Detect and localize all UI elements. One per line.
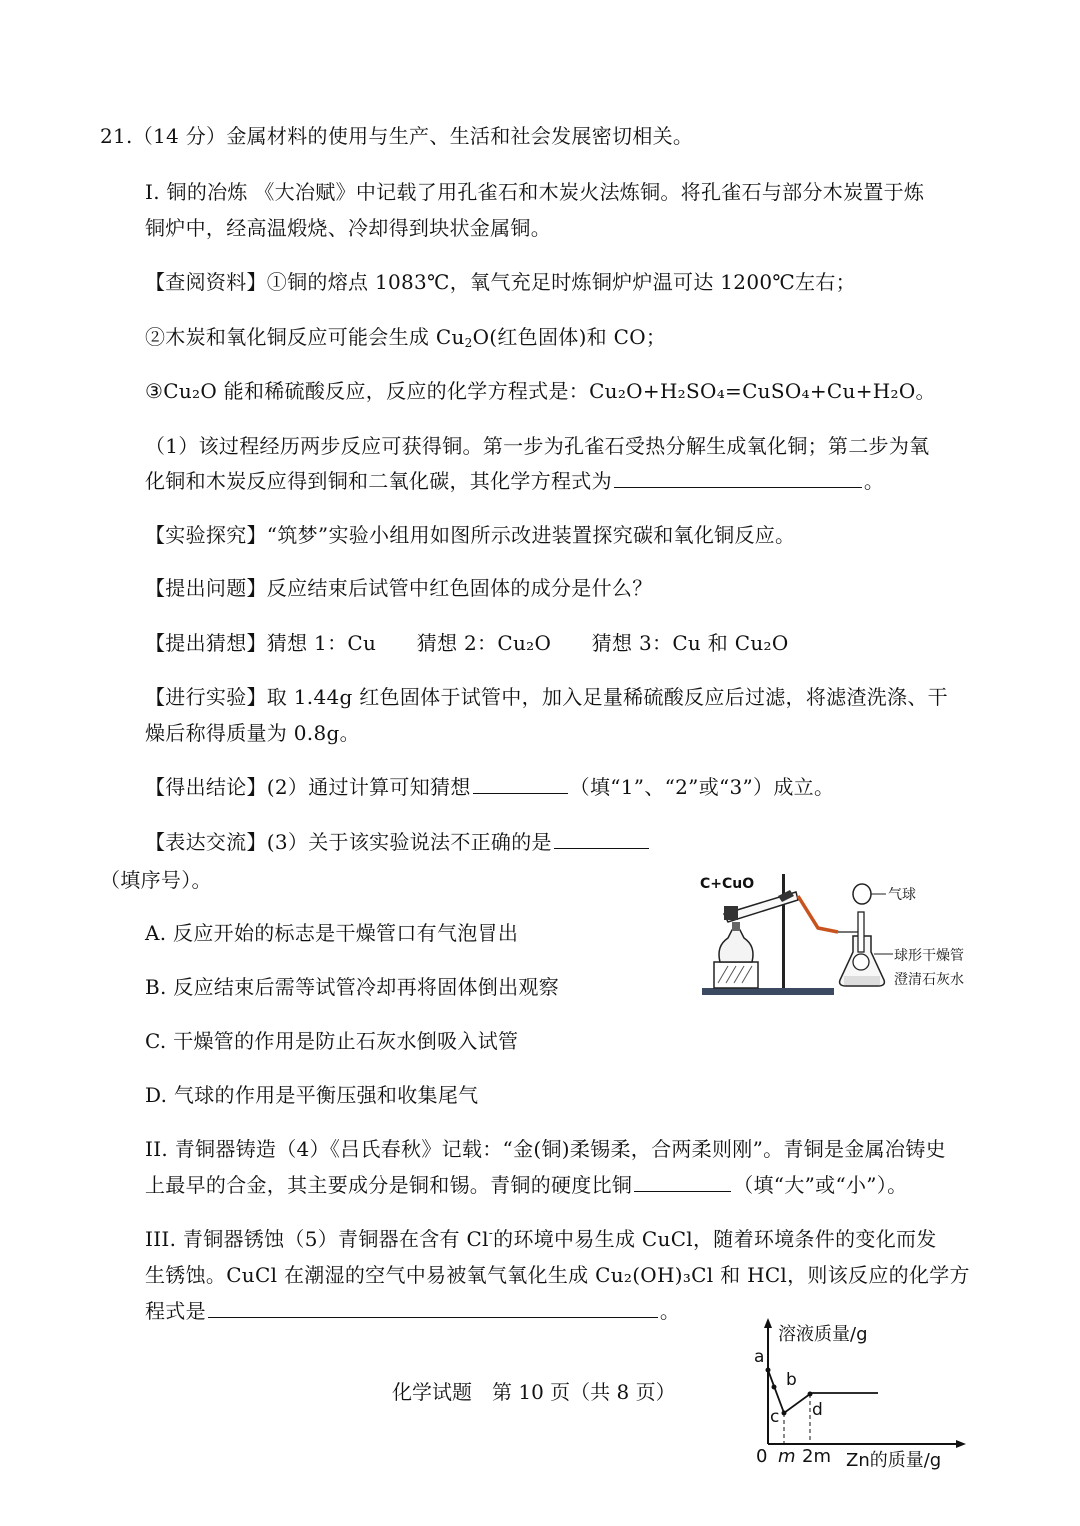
limewater-label: 澄清石灰水 <box>894 972 964 988</box>
part2-line1: II. 青铜器铸造（4）《吕氏春秋》记载：“金(铜)柔锡柔，合两柔则刚”。青铜是金属冶铸史 <box>145 1137 946 1161</box>
balloon <box>853 884 871 904</box>
q1-answer-blank[interactable] <box>614 467 862 488</box>
conclusion: 【得出结论】(2）通过计算可知猜想 （填“1”、“2”或“3”）成立。 <box>145 775 835 799</box>
part3-line2: 生锈蚀。CuCl 在潮湿的空气中易被氧气氧化生成 Cu₂(OH)₃Cl 和 HCl，则该反应的化学方 <box>145 1263 970 1287</box>
option-d: D. 气球的作用是平衡压强和收集尾气 <box>145 1083 479 1107</box>
alcohol-lamp <box>719 930 753 962</box>
tick-m: m <box>778 1446 796 1467</box>
lamp-wick <box>732 922 740 931</box>
point-a: a <box>754 1347 765 1367</box>
point-d: d <box>812 1400 823 1420</box>
info-item3: ③Cu₂O 能和稀硫酸反应，反应的化学方程式是：Cu₂O+H₂SO₄=CuSO₄+Cu+H₂O。 <box>145 379 936 403</box>
page-footer: 化学试题 第 10 页（共 8 页） <box>392 1380 676 1404</box>
part1-line1: I. 铜的冶炼 《大冶赋》中记载了用孔雀石和木炭火法炼铜。将孔雀石与部分木炭置于炼 <box>145 180 925 204</box>
part1-line2: 铜炉中，经高温煅烧、冷却得到块状金属铜。 <box>145 216 551 240</box>
q3-line2: （填序号）。 <box>100 868 212 892</box>
x-axis-label: Zn的质量/g <box>846 1450 942 1471</box>
q1-line1: （1）该过程经历两步反应可获得铜。第一步为孔雀石受热分解生成氧化铜；第二步为氧 <box>145 434 930 458</box>
drying-tube <box>858 912 864 952</box>
option-a: A. 反应开始的标志是干燥管口有气泡冒出 <box>145 921 519 945</box>
part2-line2: 上最早的合金，其主要成分是铜和锡。青铜的硬度比铜 （填“大”或“小”）。 <box>145 1173 908 1197</box>
q3-answer-blank[interactable] <box>554 828 649 849</box>
stand-base <box>702 988 834 995</box>
q1-line2: 化铜和木炭反应得到铜和二氧化碳，其化学方程式为 。 <box>145 469 885 493</box>
point-c: c <box>770 1407 780 1427</box>
q2-answer-blank[interactable] <box>473 773 568 794</box>
experiment-line2: 燥后称得质量为 0.8g。 <box>145 721 360 745</box>
option-b: B. 反应结束后需等试管冷却再将固体倒出观察 <box>145 975 560 999</box>
option-c: C. 干燥管的作用是防止石灰水倒吸入试管 <box>145 1029 519 1053</box>
experiment-line1: 【进行实验】取 1.44g 红色固体于试管中，加入足量稀硫酸反应后过滤，将滤渣洗涤、干 <box>145 685 948 709</box>
question-title: 21.（14 分）金属材料的使用与生产、生活和社会发展密切相关。 <box>100 124 694 148</box>
q3-line1: 【表达交流】(3）关于该实验说法不正确的是 <box>145 828 651 856</box>
hypotheses: 【提出猜想】猜想 1：Cu 猜想 2：Cu₂O 猜想 3：Cu 和 Cu₂O <box>145 631 789 655</box>
experiment-explore: 【实验探究】“筑梦”实验小组用如图所示改进装置探究碳和氧化铜反应。 <box>145 523 796 547</box>
balloon-label: 气球 <box>888 887 916 903</box>
reactants-label: C+CuO <box>700 876 755 892</box>
reactant-powder <box>724 906 738 920</box>
info-item2: ②木炭和氧化铜反应可能会生成 $Cu_2O$(红色固体)和 CO； <box>145 325 667 350</box>
apparatus-figure <box>698 868 988 1003</box>
zinc-graph <box>748 1314 980 1484</box>
drying-tube-label: 球形干燥管 <box>894 948 964 964</box>
tick-2m: 2m <box>802 1446 831 1467</box>
origin-label: 0 <box>756 1446 768 1467</box>
part3-line1: III. 青铜器锈蚀（5）青铜器在含有 Cl-的环境中易生成 CuCl，随着环境条件的变化而发 <box>145 1226 937 1251</box>
q5-answer-blank[interactable] <box>208 1297 658 1318</box>
q4-answer-blank[interactable] <box>634 1171 731 1192</box>
limewater-fill <box>844 976 880 985</box>
stand-rod <box>782 874 785 988</box>
support-block <box>714 962 758 988</box>
part3-line3: 程式是 。 <box>145 1299 681 1323</box>
point-b: b <box>786 1370 797 1390</box>
drying-bulb <box>853 954 869 970</box>
curve <box>768 1370 878 1413</box>
rubber-tube <box>798 896 838 932</box>
raise-problem: 【提出问题】反应结束后试管中红色固体的成分是什么？ <box>145 576 653 600</box>
y-axis-label: 溶液质量/g <box>778 1324 868 1345</box>
info-item1: 【查阅资料】①铜的熔点 1083℃，氧气充足时炼铜炉炉温可达 1200℃左右； <box>145 270 856 294</box>
